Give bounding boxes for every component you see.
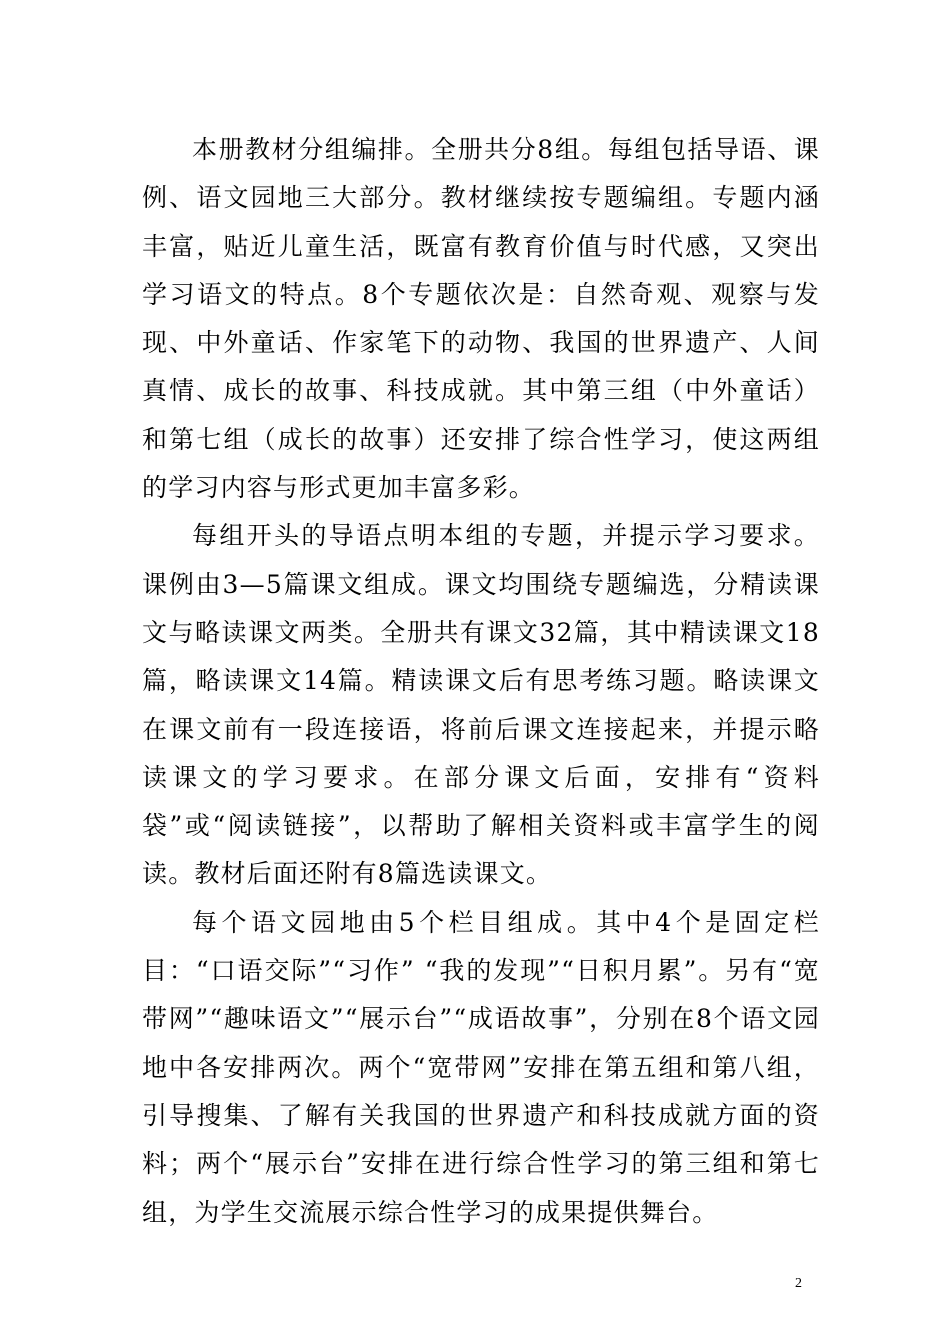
paragraph-1: 本册教材分组编排。全册共分8组。每组包括导语、课例、语文园地三大部分。教材继续按专题编组。专题内涵丰富，贴近儿童生活，既富有教育价值与时代感，又突出学习语文的特点。8个专题依次是：自然奇观、观察与发现、中外童话、作家笔下的动物、我国的世界遗产、人间真情、成长的故事、科技成就。其中第三组（中外童话）和第七组（成长的故事）还安排了综合性学习，使这两组的学习内容与形式更加丰富多彩。 <box>142 135 820 503</box>
paragraph-3: 每个语文园地由5个栏目组成。其中4个是固定栏目：“口语交际”“习作” “我的发现”“日积月累”。另有“宽带网”“趣味语文”“展示台”“成语故事”，分别在8个语文园地中各安排两次。两个“宽带网”安排在第五组和第八组，引导搜集、了解有关我国的世界遗产和科技成就方面的资料；两个“展示台”安排在进行综合性学习的第三组和第七组，为学生交流展示综合性学习的成果提供舞台。 <box>142 907 820 1227</box>
body-text <box>142 126 820 1237</box>
page-number: 2 <box>795 1276 802 1291</box>
paragraph-2: 每组开头的导语点明本组的专题，并提示学习要求。课例由3—5篇课文组成。课文均围绕专题编选，分精读课文与略读课文两类。全册共有课文32篇，其中精读课文18篇，略读课文14篇。精读课文后有思考练习题。略读课文在课文前有一段连接语，将前后课文连接起来，并提示略读课文的学习要求。在部分课文后面，安排有“资料袋”或“阅读链接”，以帮助了解相关资料或丰富学生的阅读。教材后面还附有8篇选读课文。 <box>142 521 820 889</box>
